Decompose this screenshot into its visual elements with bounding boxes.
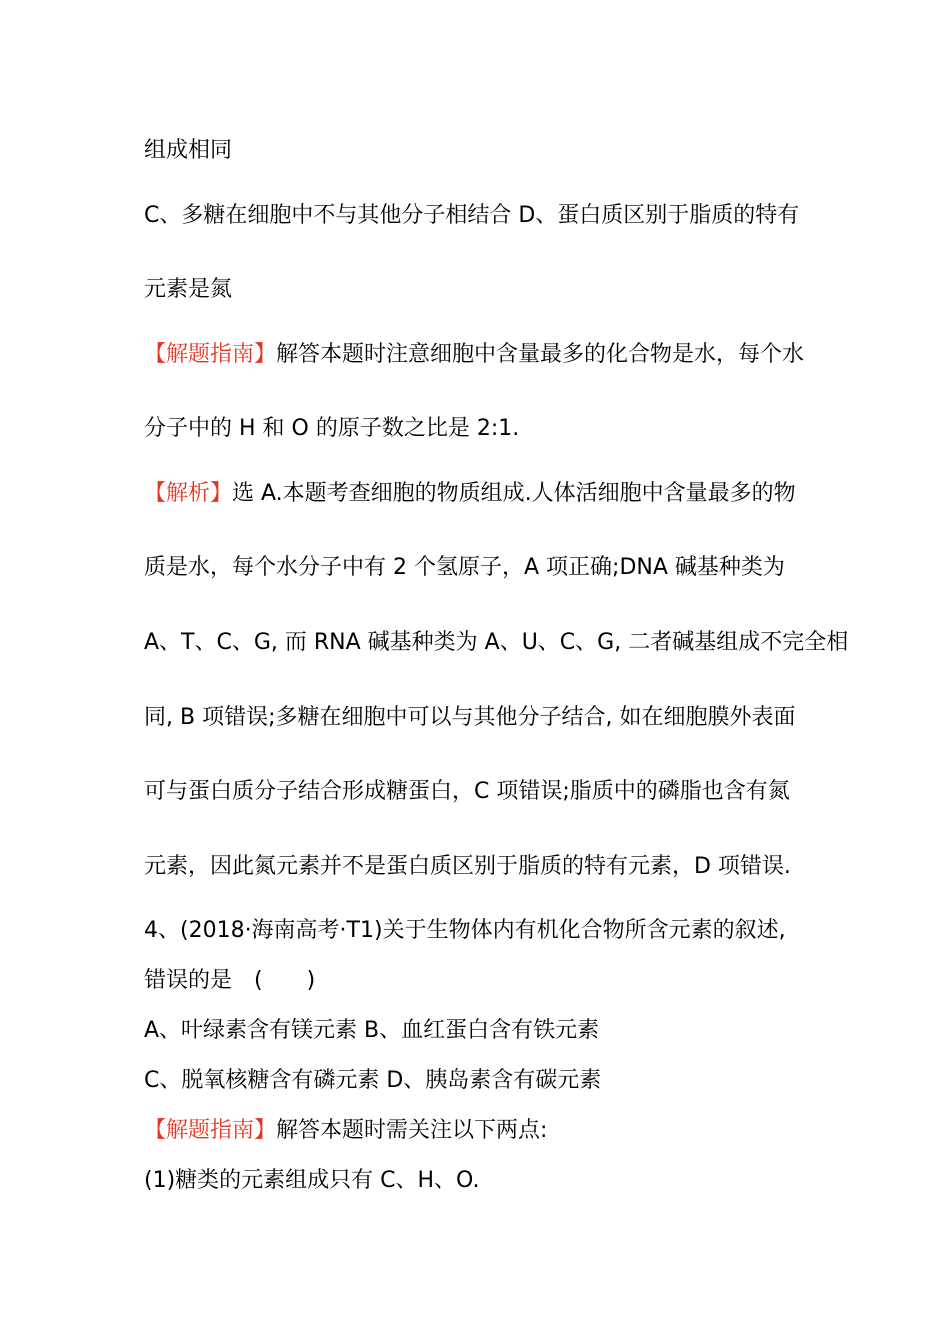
- hint-tag: 【解题指南】: [144, 1118, 277, 1143]
- analysis-tag: 【解析】: [144, 481, 233, 506]
- text-line: 质是水，每个水分子中有 2 个氢原子，A 项正确;DNA 碱基种类为: [144, 555, 785, 580]
- hint-line: 【解题指南】解答本题时需关注以下两点:: [144, 1118, 548, 1143]
- text-line: 同, B 项错误;多糖在细胞中可以与其他分子结合, 如在细胞膜外表面: [144, 705, 796, 730]
- text-line: (1)糖类的元素组成只有 C、H、O.: [144, 1168, 480, 1193]
- option-line: C、多糖在细胞中不与其他分子相结合 D、蛋白质区别于脂质的特有: [144, 203, 800, 228]
- text-line: 组成相同: [144, 138, 233, 163]
- question-line: 错误的是 ( ): [144, 968, 316, 993]
- text-line: 分子中的 H 和 O 的原子数之比是 2:1.: [144, 416, 520, 441]
- analysis-line: 【解析】选 A.本题考查细胞的物质组成.人体活细胞中含量最多的物: [144, 481, 796, 506]
- question-line: 4、(2018·海南高考·T1)关于生物体内有机化合物所含元素的叙述,: [144, 918, 786, 943]
- option-line: A、叶绿素含有镁元素 B、血红蛋白含有铁元素: [144, 1018, 600, 1043]
- text-line: A、T、C、G, 而 RNA 碱基种类为 A、U、C、G, 二者碱基组成不完全相: [144, 630, 849, 655]
- text-line: 元素，因此氮元素并不是蛋白质区别于脂质的特有元素，D 项错误.: [144, 854, 791, 879]
- text-line: 可与蛋白质分子结合形成糖蛋白，C 项错误;脂质中的磷脂也含有氮: [144, 779, 790, 804]
- hint-tag: 【解题指南】: [144, 342, 277, 367]
- hint-line: 【解题指南】解答本题时注意细胞中含量最多的化合物是水，每个水: [144, 342, 805, 367]
- option-line: C、脱氧核糖含有磷元素 D、胰岛素含有碳元素: [144, 1068, 602, 1093]
- text-line: 元素是氮: [144, 277, 233, 302]
